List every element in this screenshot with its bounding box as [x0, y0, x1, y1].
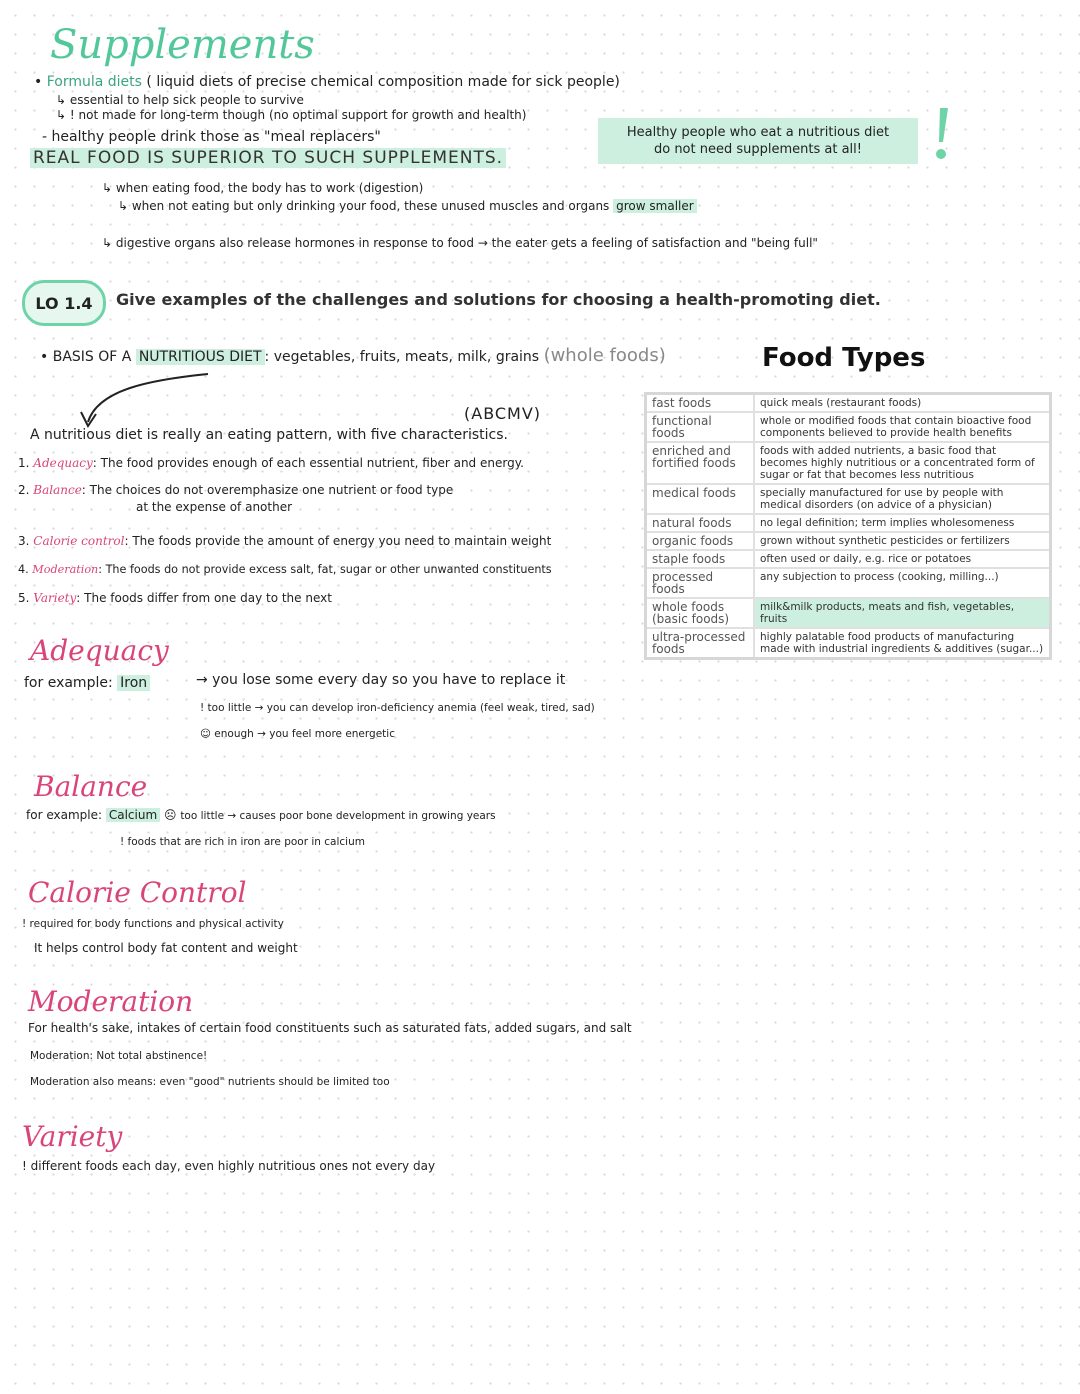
- table-row: processed foods any subjection to process (cooking, milling...): [646, 568, 1051, 598]
- adequacy-line1: → you lose some every day so you have to replace it: [196, 672, 566, 688]
- whole-foods-note: (whole foods): [543, 345, 666, 366]
- smiley-icon: ☺: [200, 728, 211, 740]
- moderation-line3: Moderation also means: even "good" nutrients should be limited too: [30, 1076, 390, 1088]
- curved-arrow-icon: [78, 366, 218, 432]
- moderation-line2: Moderation: Not total abstinence!: [30, 1050, 208, 1062]
- grow-smaller-highlight: grow smaller: [613, 199, 697, 213]
- eating-line: ↳ when eating food, the body has to work (digestion): [102, 181, 424, 195]
- table-row: ultra-processed foods highly palatable food products of manufacturing made with industrial ingredients & additives (sugar...): [646, 628, 1051, 659]
- abcmv-intro: A nutritious diet is really an eating pattern, with five characteristics.: [30, 427, 508, 443]
- balance-line2: ! foods that are rich in iron are poor in calcium: [120, 836, 365, 848]
- table-row: whole foods (basic foods) milk&milk products, meats and fish, vegetables, fruits: [646, 598, 1051, 628]
- table-row: medical foods specially manufactured for use by people with medical disorders (on advice of a physician): [646, 484, 1051, 514]
- not-long-term-line: ↳ ! not made for long-term though (no optimal support for growth and health): [56, 108, 527, 122]
- food-types-title: Food Types: [762, 343, 926, 373]
- table-row: functional foods whole or modified foods that contain bioactive food components believed to provide health benefits: [646, 412, 1051, 442]
- supplements-callout: Healthy people who eat a nutritious diet do not need supplements at all!: [598, 118, 918, 164]
- formula-diets-desc: ( liquid diets of precise chemical composition made for sick people): [146, 74, 620, 90]
- adequacy-example: for example: Iron: [24, 675, 150, 691]
- characteristic-moderation: 4. Moderation: The foods do not provide excess salt, fat, sugar or other unwanted constituents: [18, 563, 552, 576]
- adequacy-title: Adequacy: [30, 634, 169, 667]
- nutritious-diet-highlight: NUTRITIOUS DIET: [136, 349, 265, 365]
- characteristic-calorie-control: 3. Calorie control: The foods provide the amount of energy you need to maintain weight: [18, 534, 552, 548]
- calorie-line1: ! required for body functions and physical activity: [22, 918, 284, 930]
- formula-diets-line: • Formula diets ( liquid diets of precise chemical composition made for sick people): [34, 74, 620, 90]
- variety-line1: ! different foods each day, even highly nutritious ones not every day: [22, 1159, 436, 1173]
- table-row: staple foods often used or daily, e.g. rice or potatoes: [646, 550, 1051, 568]
- moderation-line1: For health's sake, intakes of certain food constituents such as saturated fats, added sugars, and salt: [28, 1021, 632, 1035]
- formula-diets-label: Formula diets: [46, 74, 142, 90]
- moderation-title: Moderation: [28, 985, 194, 1018]
- not-eating-line: ↳ when not eating but only drinking your food, these unused muscles and organs grow smaller: [118, 199, 697, 213]
- characteristic-balance: 2. Balance: The choices do not overemphasize one nutrient or food type: [18, 483, 454, 497]
- lo-badge: LO 1.4: [22, 280, 106, 326]
- essential-line: ↳ essential to help sick people to survive: [56, 93, 304, 107]
- characteristic-balance-cont: at the expense of another: [136, 500, 293, 514]
- sad-face-icon: ☹: [163, 808, 177, 822]
- calorie-line2: It helps control body fat content and weight: [34, 941, 298, 955]
- exclamation-icon: [930, 106, 954, 162]
- abcmv-acronym: (ABCMV): [464, 404, 542, 423]
- balance-title: Balance: [34, 770, 148, 803]
- balance-example: for example: Calcium ☹ too little → causes poor bone development in growing years: [26, 808, 496, 822]
- characteristic-adequacy: 1. Adequacy: The food provides enough of each essential nutrient, fiber and energy.: [18, 456, 524, 470]
- table-row: organic foods grown without synthetic pesticides or fertilizers: [646, 532, 1051, 550]
- table-row: enriched and fortified foods foods with added nutrients, a basic food that becomes highly nutritious or a concentrated form of sugar or fat that becomes less nutritious: [646, 442, 1051, 484]
- real-food-heading: REAL FOOD IS SUPERIOR TO SUCH SUPPLEMENTS.: [30, 148, 506, 168]
- table-row: natural foods no legal definition; term implies wholesomeness: [646, 514, 1051, 532]
- food-types-table: [644, 392, 1052, 660]
- basis-line: • BASIS OF A NUTRITIOUS DIET : vegetables, fruits, meats, milk, grains (whole foods): [40, 345, 666, 366]
- table-row: fast foods quick meals (restaurant foods): [646, 394, 1051, 413]
- adequacy-line2: ! too little → you can develop iron-deficiency anemia (feel weak, tired, sad): [200, 702, 595, 714]
- supplements-title: Supplements: [50, 22, 315, 68]
- variety-title: Variety: [22, 1120, 123, 1153]
- meal-replacers-line: - healthy people drink those as "meal replacers": [42, 129, 381, 145]
- characteristic-variety: 5. Variety: The foods differ from one day to the next: [18, 591, 332, 605]
- lo-text: Give examples of the challenges and solutions for choosing a health-promoting diet.: [116, 290, 881, 309]
- adequacy-line3: ☺ enough → you feel more energetic: [200, 728, 395, 740]
- digestive-line: ↳ digestive organs also release hormones in response to food → the eater gets a feeling of satisfaction and "being full": [102, 236, 818, 250]
- calorie-control-title: Calorie Control: [28, 876, 247, 909]
